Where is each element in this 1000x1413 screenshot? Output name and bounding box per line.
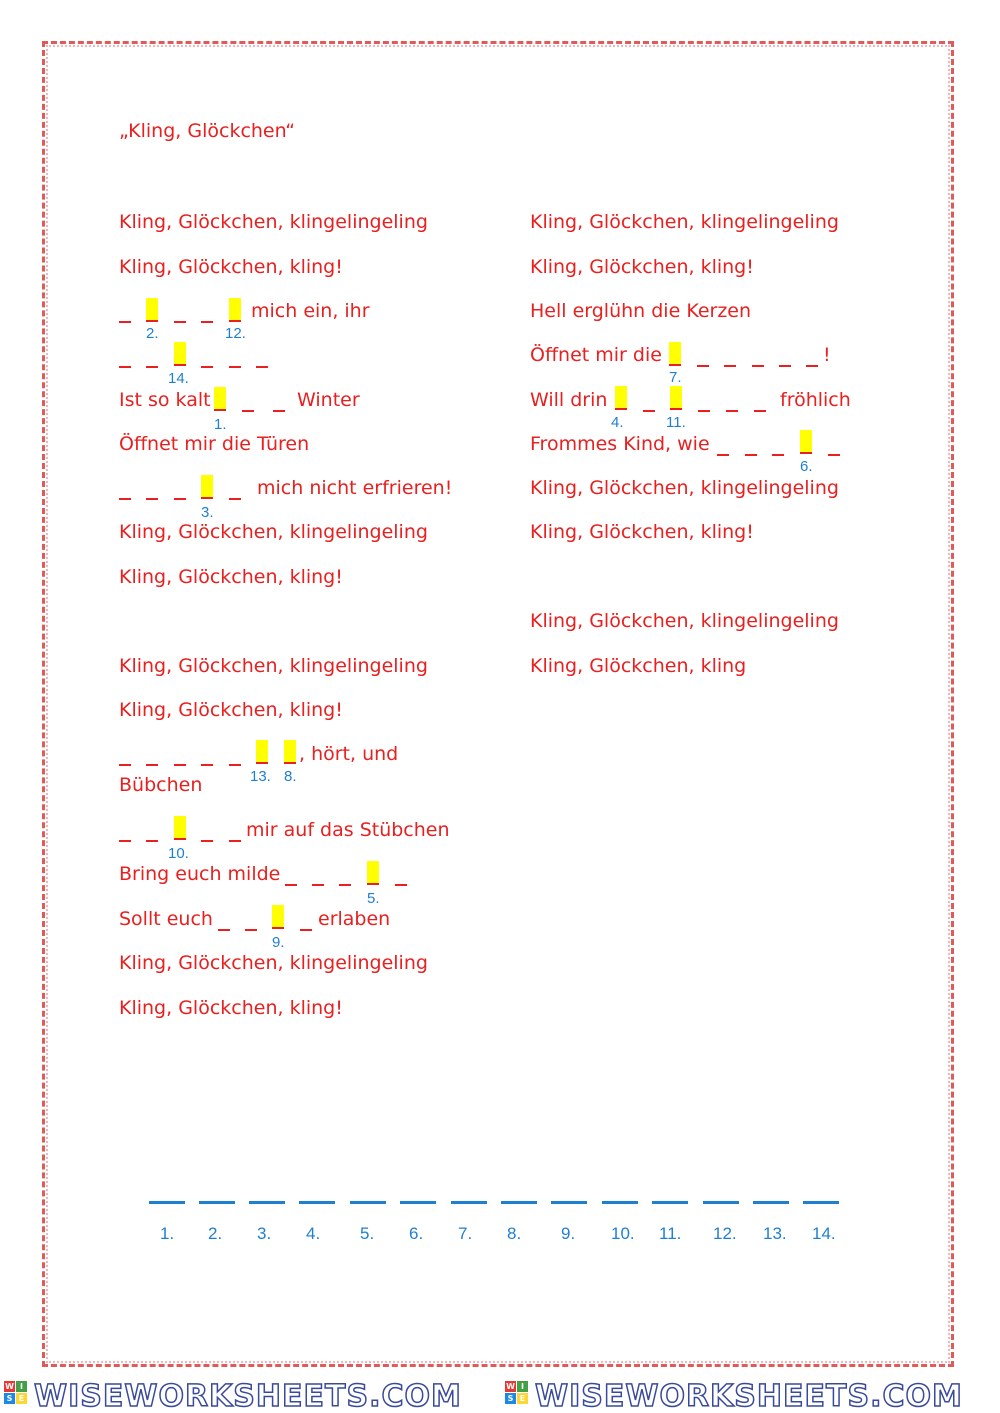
- brand-text: WISEWORKSHEETS.COM: [34, 1379, 462, 1413]
- answer-blank-12[interactable]: [229, 298, 241, 322]
- blank: [752, 365, 764, 367]
- blank: [174, 321, 186, 323]
- marker-3: 3.: [201, 504, 214, 521]
- answer-slot-label: 11.: [659, 1224, 682, 1243]
- answer-blank-9[interactable]: [272, 905, 284, 929]
- marker-14: 14.: [168, 370, 189, 387]
- lyric-line: Hell erglühn die Kerzen: [530, 300, 752, 322]
- marker-11: 11.: [666, 414, 686, 431]
- song-title: „Kling, Glöckchen“: [119, 120, 296, 142]
- blank: [779, 365, 791, 367]
- answer-blank-11[interactable]: [670, 386, 682, 410]
- blank: [146, 764, 158, 766]
- blank: [339, 884, 351, 886]
- marker-9: 9.: [272, 934, 285, 951]
- blank: [698, 410, 710, 412]
- blank: [201, 366, 213, 368]
- answer-slot-14[interactable]: [803, 1201, 839, 1204]
- blank: [229, 366, 241, 368]
- answer-blank-4[interactable]: [615, 386, 627, 410]
- marker-4: 4.: [611, 414, 624, 431]
- marker-1: 1.: [214, 416, 227, 433]
- lyric-line: , hört, und: [299, 743, 399, 765]
- lyric-line: Frommes Kind, wie: [530, 433, 710, 455]
- blank: [146, 498, 158, 500]
- answer-slot-10[interactable]: [602, 1201, 638, 1204]
- blank: [245, 929, 257, 931]
- answer-slot-label: 4.: [306, 1224, 321, 1243]
- answer-blank-14[interactable]: [174, 342, 186, 366]
- lyric-line: Kling, Glöckchen, kling!: [119, 256, 343, 278]
- lyric-line: Öffnet mir die: [530, 344, 662, 366]
- answer-slot-7[interactable]: [451, 1201, 487, 1204]
- lyric-line: Kling, Glöckchen, kling!: [530, 256, 754, 278]
- blank: [256, 366, 268, 368]
- answer-blank-2[interactable]: [146, 298, 158, 322]
- answer-slot-label: 8.: [507, 1224, 522, 1243]
- blank: [395, 884, 407, 886]
- blank: [146, 840, 158, 842]
- answer-slot-12[interactable]: [703, 1201, 739, 1204]
- blank: [717, 454, 729, 456]
- answer-slot-6[interactable]: [400, 1201, 436, 1204]
- footer-branding: [0, 1375, 1000, 1413]
- answer-slot-label: 7.: [458, 1224, 473, 1243]
- answer-slot-11[interactable]: [652, 1201, 688, 1204]
- answer-slot-label: 12.: [713, 1224, 737, 1243]
- blank: [726, 410, 738, 412]
- answer-slot-9[interactable]: [551, 1201, 587, 1204]
- blank: [119, 764, 131, 766]
- lyric-line: Bring euch milde: [119, 863, 281, 885]
- blank: [300, 929, 312, 931]
- lyric-line: Will drin: [530, 389, 608, 411]
- blank: [229, 498, 241, 500]
- blank: [119, 366, 131, 368]
- answer-blank-8[interactable]: [284, 740, 296, 764]
- answer-slot-label: 14.: [812, 1224, 836, 1243]
- answer-slot-label: 1.: [160, 1224, 175, 1243]
- answer-slot-label: 3.: [257, 1224, 272, 1243]
- brand-logo-icon: W I S E: [505, 1381, 529, 1405]
- lyric-line: !: [823, 344, 831, 366]
- lyric-line: Kling, Glöckchen, klingelingeling: [530, 477, 839, 499]
- marker-12: 12.: [225, 325, 246, 342]
- answer-blank-10[interactable]: [174, 816, 186, 840]
- blank: [285, 884, 297, 886]
- marker-5: 5.: [367, 890, 380, 907]
- blank: [174, 764, 186, 766]
- answer-slot-4[interactable]: [299, 1201, 335, 1204]
- lyric-line: Kling, Glöckchen, kling!: [119, 699, 343, 721]
- answer-slot-label: 13.: [763, 1224, 787, 1243]
- lyric-line: Kling, Glöckchen, kling!: [119, 566, 343, 588]
- blank: [229, 840, 241, 842]
- blank: [772, 454, 784, 456]
- lyric-line: Kling, Glöckchen, klingelingeling: [119, 521, 428, 543]
- lyric-line: Kling, Glöckchen, kling!: [119, 997, 343, 1019]
- lyric-line: Winter: [297, 389, 360, 411]
- marker-6: 6.: [800, 458, 813, 475]
- blank: [229, 764, 241, 766]
- answer-slot-8[interactable]: [501, 1201, 537, 1204]
- blank: [174, 498, 186, 500]
- blank: [119, 498, 131, 500]
- answer-slot-2[interactable]: [199, 1201, 235, 1204]
- lyric-line: Kling, Glöckchen, klingelingeling: [119, 211, 428, 233]
- marker-13: 13.: [250, 768, 271, 785]
- blank: [146, 366, 158, 368]
- marker-2: 2.: [146, 325, 159, 342]
- marker-7: 7.: [669, 369, 682, 386]
- brand-text: WISEWORKSHEETS.COM: [535, 1379, 963, 1413]
- lyric-line: Öffnet mir die Türen: [119, 433, 310, 455]
- answer-slot-label: 10.: [611, 1224, 635, 1243]
- blank: [201, 321, 213, 323]
- blank: [312, 884, 324, 886]
- blank: [806, 365, 818, 367]
- blank: [643, 410, 655, 412]
- answer-blank-13[interactable]: [256, 740, 268, 764]
- blank: [754, 410, 766, 412]
- answer-blank-3[interactable]: [201, 475, 213, 499]
- lyric-line: Kling, Glöckchen, kling!: [530, 521, 754, 543]
- answer-slot-1[interactable]: [149, 1201, 185, 1204]
- lyric-line: Kling, Glöckchen, klingelingeling: [530, 211, 839, 233]
- lyric-line: Kling, Glöckchen, klingelingeling: [530, 610, 839, 632]
- lyric-line: Kling, Glöckchen, klingelingeling: [119, 952, 428, 974]
- lyric-line: mich ein, ihr: [251, 300, 370, 322]
- blank: [119, 840, 131, 842]
- lyric-line: Sollt euch: [119, 908, 213, 930]
- answer-slot-3[interactable]: [249, 1201, 285, 1204]
- blank: [242, 410, 254, 412]
- answer-slot-label: 2.: [208, 1224, 223, 1243]
- answer-blank-1[interactable]: [214, 387, 226, 411]
- marker-8: 8.: [284, 768, 297, 785]
- blank: [724, 365, 736, 367]
- answer-slot-13[interactable]: [753, 1201, 789, 1204]
- answer-slot-label: 6.: [409, 1224, 424, 1243]
- lyric-line: Ist so kalt: [119, 389, 211, 411]
- answer-blank-6[interactable]: [800, 430, 812, 454]
- blank: [273, 410, 285, 412]
- blank: [745, 454, 757, 456]
- answer-blank-7[interactable]: [669, 342, 681, 366]
- marker-10: 10.: [168, 845, 189, 862]
- lyric-line: Bübchen: [119, 774, 203, 796]
- answer-slot-5[interactable]: [350, 1201, 386, 1204]
- lyric-line: mich nicht erfrieren!: [257, 477, 453, 499]
- lyric-line: mir auf das Stübchen: [246, 819, 450, 841]
- blank: [119, 321, 131, 323]
- lyric-line: Kling, Glöckchen, klingelingeling: [119, 655, 428, 677]
- answer-slot-label: 5.: [360, 1224, 375, 1243]
- blank: [218, 929, 230, 931]
- brand-logo-icon: W I S E: [4, 1381, 28, 1405]
- lyric-line: fröhlich: [780, 389, 851, 411]
- lyric-line: Kling, Glöckchen, kling: [530, 655, 747, 677]
- answer-slot-label: 9.: [561, 1224, 576, 1243]
- blank: [201, 764, 213, 766]
- lyric-line: erlaben: [318, 908, 391, 930]
- blank: [828, 454, 840, 456]
- blank: [201, 840, 213, 842]
- blank: [697, 365, 709, 367]
- answer-blank-5[interactable]: [367, 861, 379, 885]
